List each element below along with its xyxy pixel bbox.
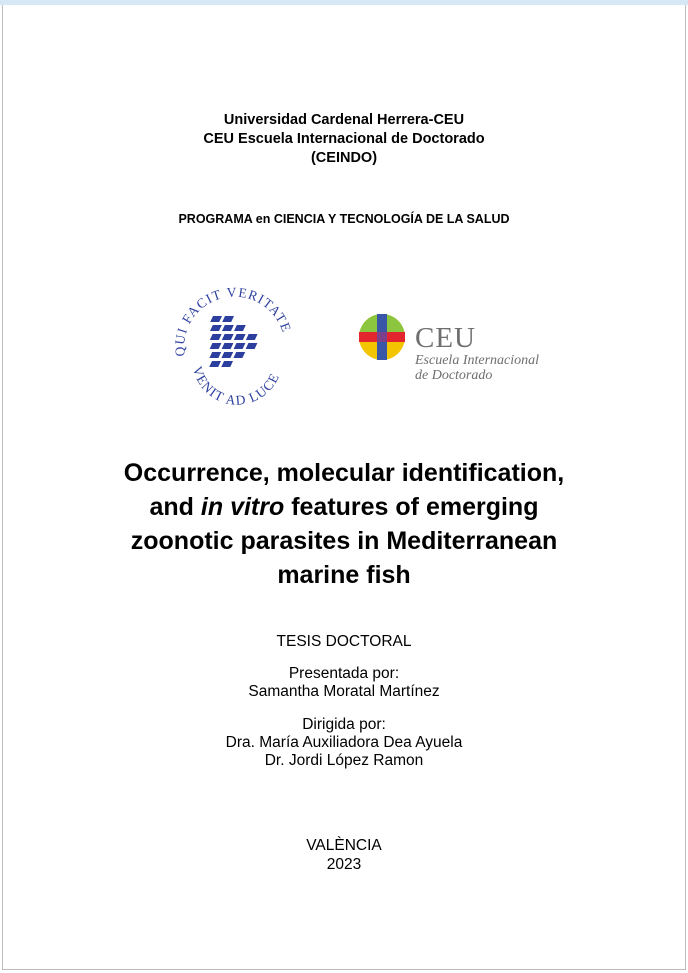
school-acronym: (CEINDO)	[310, 150, 378, 166]
university-name: Universidad Cardenal Herrera-CEU	[223, 112, 465, 128]
document-page	[2, 5, 686, 970]
city: VALÈNCIA	[306, 837, 382, 854]
ceu-name: CEU	[415, 322, 476, 354]
director-name: Dra. María Auxiliadora Dea Ayuela	[225, 734, 463, 751]
ceu-subtitle-1: Escuela Internacional	[415, 353, 540, 368]
seal-motto-bottom: VENIT AD LUCE	[189, 364, 283, 408]
title-line-2-post: features of emerging	[284, 493, 539, 521]
university-header	[3, 111, 685, 168]
title-line-1: Occurrence, molecular identification,	[123, 459, 565, 487]
title-line-2	[3, 490, 685, 524]
school-name: CEU Escuela Internacional de Doctorado	[203, 131, 485, 147]
directed-by	[3, 716, 685, 770]
ceu-subtitle-2: de Doctorado	[415, 368, 493, 383]
director-name: Dr. Jordi López Ramon	[264, 752, 424, 769]
presented-by-label: Presentada por:	[288, 665, 400, 682]
ceu-cross-icon	[357, 312, 407, 362]
presented-by	[3, 665, 685, 701]
directed-by-label: Dirigida por:	[302, 716, 386, 733]
place-date	[3, 836, 685, 874]
title-line-2-italic: in vitro	[200, 493, 285, 521]
author-name: Samantha Moratal Martínez	[248, 683, 440, 700]
program-name: PROGRAMA en CIENCIA Y TECNOLOGÍA DE LA SALUD	[178, 212, 510, 226]
title-line-4: marine fish	[277, 561, 411, 589]
seal-motto-top: QUI FACIT VERITATE	[171, 284, 295, 357]
thesis-title	[3, 456, 685, 592]
ceu-wordmark	[415, 323, 539, 383]
university-seal-icon	[163, 282, 299, 418]
thesis-type: TESIS DOCTORAL	[276, 633, 412, 650]
title-line-2-pre: and	[149, 493, 201, 521]
year: 2023	[326, 856, 362, 873]
title-line-3: zoonotic parasites in Mediterranean	[130, 527, 558, 555]
